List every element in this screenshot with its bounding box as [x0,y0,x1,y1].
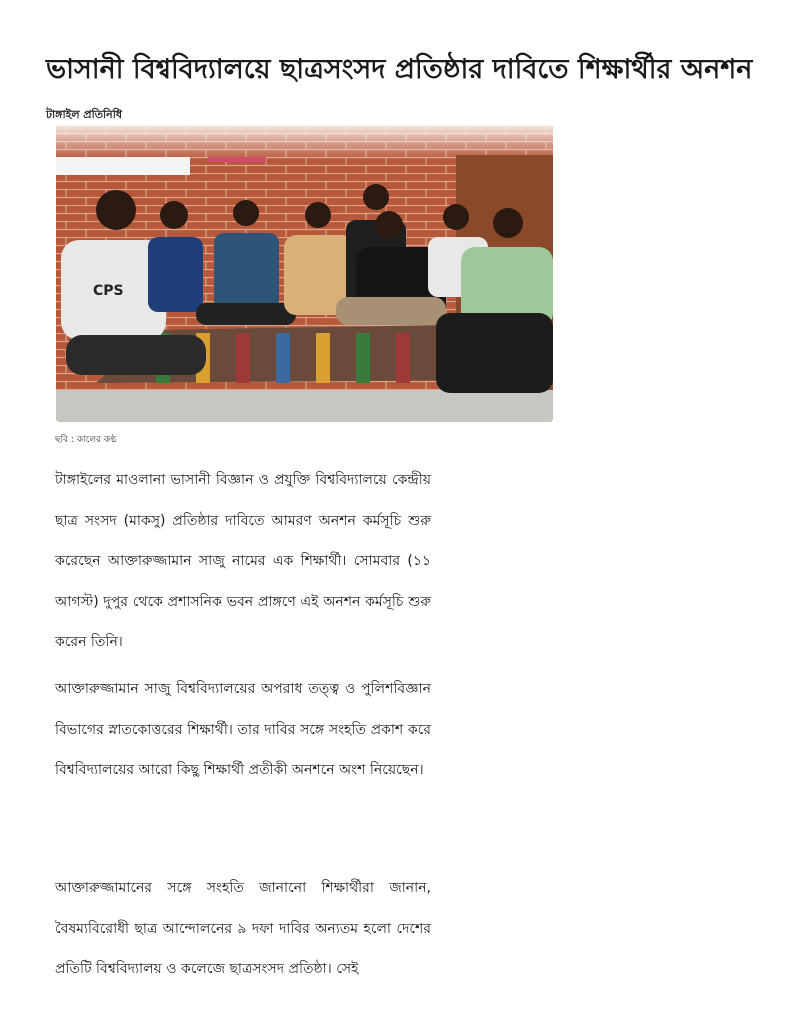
photo-illustration [56,125,553,422]
shirt-text: CPS [93,283,124,299]
article-headline: ভাসানী বিশ্ববিদ্যালয়ে ছাত্রসংসদ প্রতিষ্ঠার দাবিতে শিক্ষার্থীর অনশন [46,54,753,85]
article-photo [56,125,553,422]
byline: টাঙ্গাইল প্রতিনিধি [46,108,123,121]
article-paragraph: আক্তারুজ্জামান সাজু বিশ্ববিদ্যালয়ের অপরাধ তত্ত্ব ও পুলিশবিজ্ঞান বিভাগের স্নাতকোত্তরের শিক্ষার্থী। তার দাবির সঙ্গে সংহতি প্রকাশ করে বিশ্ববিদ্যালয়ের আরো কিছু শিক্ষার্থী প্রতীকী অনশনে অংশ নিয়েছেন। [55,681,431,778]
photo-caption: ছবি : কালের কণ্ঠ [55,435,117,445]
article-paragraph: আক্তারুজ্জামানের সঙ্গে সংহতি জানানো শিক্ষার্থীরা জানান, বৈষম্যবিরোধী ছাত্র আন্দোলনের ৯ দফা দাবির অন্যতম হলো দেশের প্রতিটি বিশ্ববিদ্যালয় ও কলেজে ছাত্রসংসদ প্রতিষ্ঠা। সেই [55,880,431,977]
article-paragraph: টাঙ্গাইলের মাওলানা ভাসানী বিজ্ঞান ও প্রযুক্তি বিশ্ববিদ্যালয়ে কেন্দ্রীয় ছাত্র সংসদ (মাকসু) প্রতিষ্ঠার দাবিতে আমরণ অনশন কর্মসূচি শুরু করেছেন আক্তারুজ্জামান সাজু নামের এক শিক্ষার্থী। সোমবার (১১ আগস্ট) দুপুর থেকে প্রশাসনিক ভবন প্রাঙ্গণে এই অনশন কর্মসূচি শুরু করেন তিনি। [55,472,431,650]
